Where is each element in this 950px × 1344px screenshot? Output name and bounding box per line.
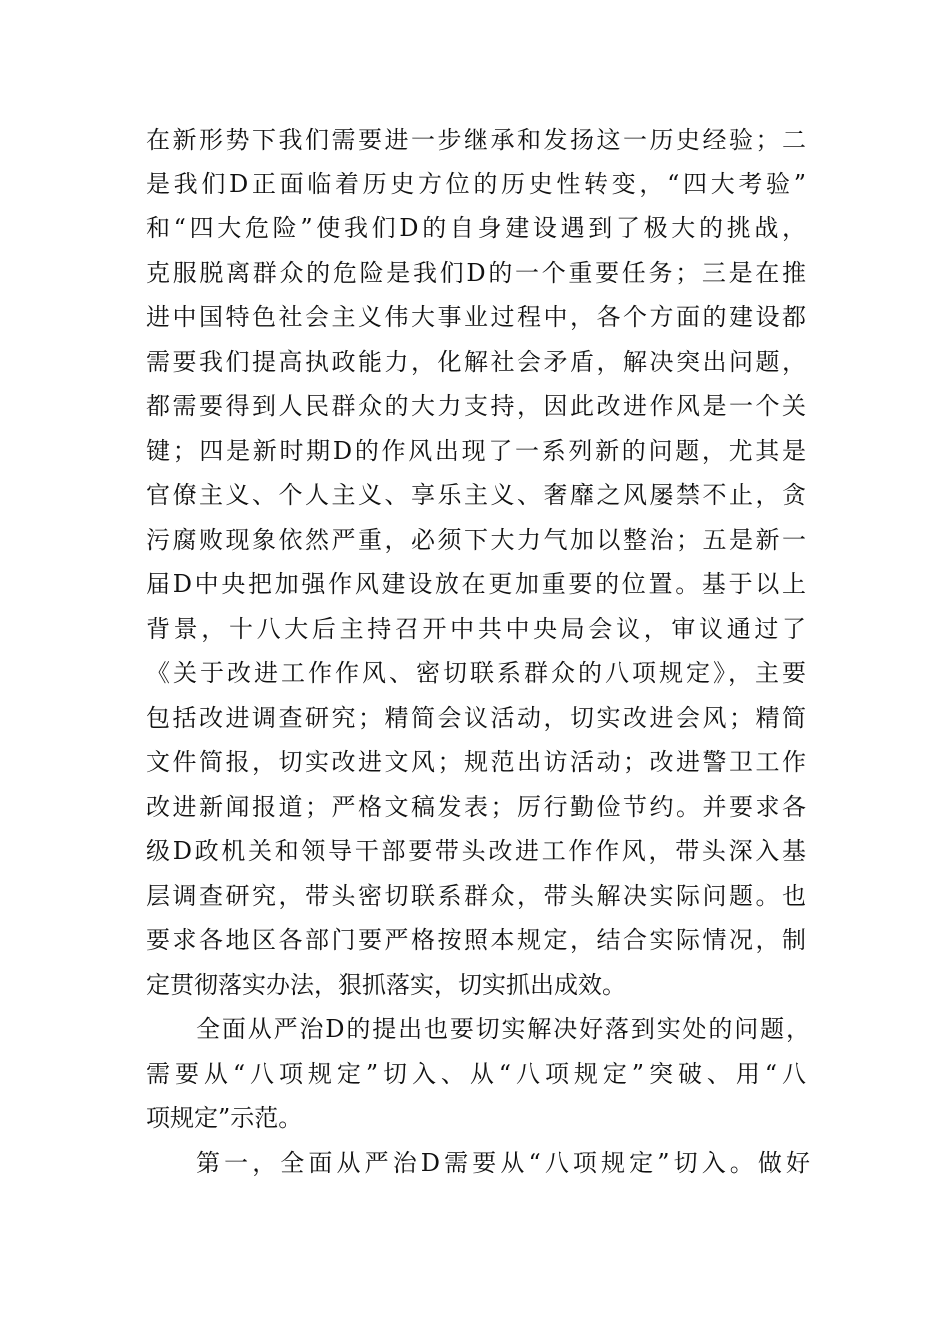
text-line: 届D中央把加强作风建设放在更加重要的位置。基于以上 (146, 570, 806, 598)
paragraph-first-line: 第一，全面从严治D需要从“八项规定”切入。做好 (196, 1149, 810, 1177)
text-line: 包括改进调查研究；精简会议活动，切实改进会风；精简 (146, 704, 806, 732)
text-line: 官僚主义、个人主义、享乐主义、奢靡之风屡禁不止，贪 (146, 481, 806, 509)
text-line: 定贯彻落实办法，狠抓落实，切实抓出成效。 (146, 971, 626, 999)
text-line: 级D政机关和领导干部要带头改进工作作风，带头深入基 (146, 837, 806, 865)
text-line: 项规定”示范。 (146, 1104, 303, 1132)
text-line: 需要从“八项规定”切入、从“八项规定”突破、用“八 (146, 1060, 806, 1088)
text-line: 都需要得到人民群众的大力支持，因此改进作风是一个关 (146, 392, 806, 420)
text-line: 和“四大危险”使我们D的自身建设遇到了极大的挑战， (146, 214, 806, 242)
text-line: 进中国特色社会主义伟大事业过程中，各个方面的建设都 (146, 303, 806, 331)
text-line: 《关于改进工作作风、密切联系群众的八项规定》，主要 (146, 659, 806, 687)
text-line: 污腐败现象依然严重，必须下大力气加以整治；五是新一 (146, 526, 806, 554)
text-line: 在新形势下我们需要进一步继承和发扬这一历史经验；二 (146, 126, 806, 154)
paragraph-first-line: 全面从严治D的提出也要切实解决好落到实处的问题， (196, 1015, 810, 1043)
text-line: 克服脱离群众的危险是我们D的一个重要任务；三是在推 (146, 259, 806, 287)
text-line: 层调查研究，带头密切联系群众，带头解决实际问题。也 (146, 882, 806, 910)
text-line: 要求各地区各部门要严格按照本规定，结合实际情况，制 (146, 926, 806, 954)
text-line: 需要我们提高执政能力，化解社会矛盾，解决突出问题， (146, 348, 806, 376)
text-line: 是我们D正面临着历史方位的历史性转变，“四大考验” (146, 170, 806, 198)
text-line: 改进新闻报道；严格文稿发表；厉行勤俭节约。并要求各 (146, 793, 806, 821)
text-line: 背景，十八大后主持召开中共中央局会议，审议通过了 (146, 615, 806, 643)
text-line: 键；四是新时期D的作风出现了一系列新的问题，尤其是 (146, 437, 806, 465)
text-line: 文件简报，切实改进文风；规范出访活动；改进警卫工作 (146, 748, 806, 776)
